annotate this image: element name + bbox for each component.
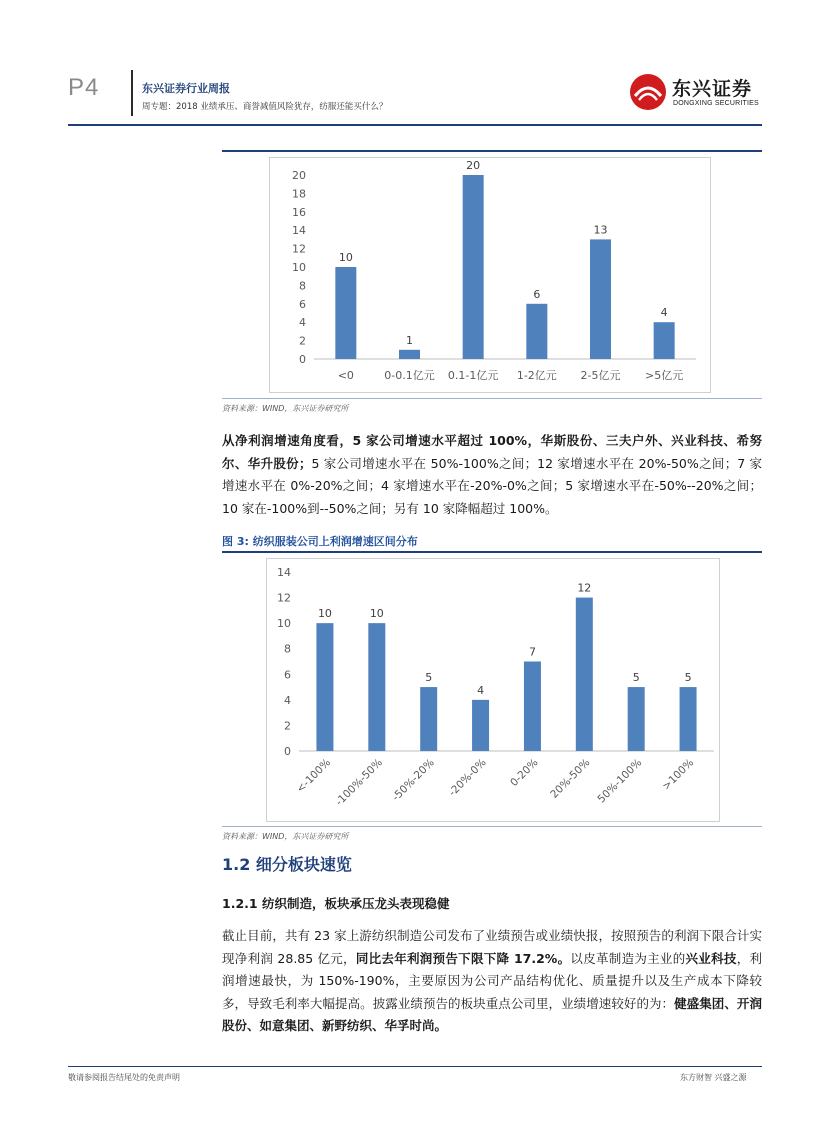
subsection-heading: 1.2.1 纺织制造，板块承压龙头表现稳健 — [222, 896, 450, 911]
y-tick-label: 4 — [299, 316, 306, 330]
y-tick-label: 10 — [292, 261, 306, 274]
footer-rule — [68, 1066, 762, 1067]
paragraph2-bold-1: 同比去年利润预告下限下降 17.2%。 — [355, 950, 571, 966]
x-tick-label: 1-2亿元 — [516, 369, 557, 382]
bar-value-label: 10 — [338, 251, 353, 264]
logo-english-name: DONGXING SECURITIES — [673, 100, 759, 107]
y-tick-label: 0 — [284, 745, 291, 758]
bar — [628, 687, 645, 751]
bar-value-label: 12 — [577, 581, 592, 595]
header-divider — [131, 70, 133, 116]
chart2-profit-growth-distribution — [267, 559, 719, 821]
bar — [590, 239, 611, 359]
header-rule — [68, 124, 762, 126]
chart2-bottom-rule — [222, 826, 762, 827]
footer-slogan: 东方财智 兴盛之源 — [680, 1073, 747, 1082]
bar — [463, 175, 484, 359]
x-tick-label: -20%-0% — [446, 756, 489, 799]
bar-value-label: 6 — [533, 287, 541, 301]
bar — [472, 700, 489, 751]
x-tick-label: 0-20% — [508, 756, 541, 790]
paragraph-textile-manufacturing — [222, 925, 762, 1038]
page-number: P4 — [68, 74, 100, 101]
y-tick-label: 20 — [292, 169, 306, 182]
y-tick-label: 6 — [299, 297, 306, 311]
bar-value-label: 7 — [528, 645, 536, 659]
y-tick-label: 12 — [277, 591, 291, 605]
figure3-title: 图 3: 纺织服装公司上利润增速区间分布 — [222, 535, 418, 548]
report-subtitle: 周专题：2018 业绩承压、商誉减值风险犹存，纺服还能买什么？ — [142, 102, 388, 112]
bar — [399, 350, 420, 359]
bar-value-label: 4 — [477, 683, 485, 697]
y-tick-label: 12 — [292, 242, 306, 256]
bar — [524, 662, 541, 752]
x-tick-label: >5亿元 — [645, 369, 684, 382]
y-tick-label: 10 — [277, 617, 291, 631]
x-tick-label: <0 — [337, 369, 354, 382]
y-tick-label: 8 — [284, 642, 291, 656]
paragraph-profit-growth — [222, 430, 762, 520]
paragraph2-text-3: ，利润增速最快，为 150%-190%，主要原因为公司产品结构优化、质量提升以及生产成本下降较多，导致毛利率大幅提高。披露业绩预告的板块重点公司里，业绩增速较好的为： — [222, 950, 762, 1011]
section-heading: 1.2 细分板块速览 — [222, 855, 352, 874]
x-tick-label: >100% — [660, 756, 697, 793]
paragraph1-bold-text: 从净利润增速角度看，5 家公司增速水平超过 100%，华斯股份、三夫户外、兴业科技、希努尔、华升股份； — [222, 433, 762, 471]
chart1-top-rule — [222, 150, 762, 152]
bar-value-label: 4 — [660, 306, 668, 320]
chart1-profit-scale-distribution — [270, 158, 710, 392]
x-tick-label: <-100% — [294, 756, 334, 796]
bar-value-label: 20 — [466, 159, 481, 172]
y-tick-label: 18 — [292, 187, 306, 201]
bar-value-label: 10 — [369, 607, 384, 621]
y-tick-label: 2 — [284, 719, 291, 733]
bar-value-label: 5 — [425, 671, 433, 685]
chart1-frame — [269, 157, 711, 393]
y-tick-label: 14 — [277, 566, 291, 579]
bar — [654, 322, 675, 359]
footer-disclaimer: 敬请参阅报告结尾处的免责声明 — [68, 1073, 180, 1082]
bar — [420, 687, 437, 751]
company-logo-icon — [630, 74, 666, 110]
y-tick-label: 16 — [292, 205, 306, 219]
y-tick-label: 4 — [284, 693, 291, 707]
bar-value-label: 5 — [632, 671, 640, 685]
chart2-frame — [266, 558, 720, 822]
logo-chinese-name: 东兴证券 — [672, 78, 753, 100]
bar-value-label: 10 — [317, 607, 332, 621]
paragraph1-text: 5 家公司增速水平在 50%-100%之间；12 家增速水平在 20%-50%之间；7 家增速水平在 0%-20%之间；4 家增速水平在-20%-0%之间；5 家增速水平在-50%--20%之间；10 家在-100%到--50%之间；另有 10 家降幅超过 100%。 — [222, 455, 762, 516]
y-tick-label: 8 — [299, 279, 306, 293]
bar — [526, 304, 547, 359]
bar — [368, 623, 385, 751]
x-tick-label: 0.1-1亿元 — [447, 369, 499, 382]
x-tick-label: 2-5亿元 — [580, 369, 621, 382]
y-tick-label: 0 — [299, 353, 306, 366]
bar-value-label: 5 — [684, 671, 692, 685]
report-series-title: 东兴证券行业周报 — [142, 82, 230, 95]
bar-value-label: 1 — [406, 333, 413, 347]
chart2-top-rule — [222, 551, 762, 553]
paragraph2-text-2: 以皮革制造为主业的 — [570, 950, 686, 966]
bar — [680, 687, 697, 751]
paragraph2-text-1: 截止目前，共有 23 家上游纺织制造公司发布了业绩预告或业绩快报，按照预告的利润下限合计实现净利润 28.85 亿元， — [222, 928, 762, 966]
paragraph2-bold-3: 健盛集团、开润股份、如意集团、新野纺织、华孚时尚。 — [222, 995, 762, 1033]
x-tick-label: -100%-50% — [333, 756, 385, 809]
chart1-source: 资料来源：WIND，东兴证券研究所 — [222, 404, 349, 413]
bar-value-label: 13 — [593, 223, 608, 237]
bar — [316, 623, 333, 751]
chart1-bottom-rule — [222, 398, 762, 399]
x-tick-label: -50%-20% — [389, 756, 437, 804]
x-tick-label: 0-0.1亿元 — [384, 369, 435, 382]
x-tick-label: 50%-100% — [595, 756, 645, 806]
x-tick-label: 20%-50% — [548, 756, 593, 801]
y-tick-label: 2 — [299, 334, 306, 348]
y-tick-label: 14 — [292, 224, 306, 238]
y-tick-label: 6 — [284, 668, 291, 682]
bar — [335, 267, 356, 359]
bar — [576, 598, 593, 751]
chart2-source: 资料来源：WIND，东兴证券研究所 — [222, 832, 349, 841]
paragraph2-bold-2: 兴业科技 — [685, 950, 737, 966]
